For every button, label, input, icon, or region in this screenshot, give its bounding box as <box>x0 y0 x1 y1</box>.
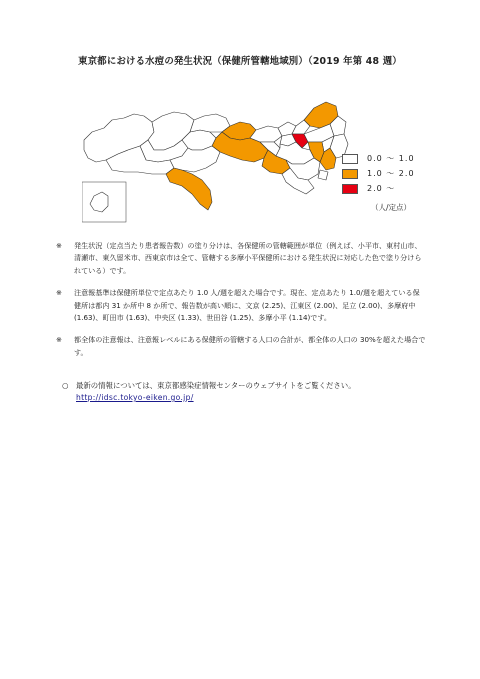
note-text: 都全体の注意報は、注意報レベルにある保健所の管轄する人口の合計が、都全体の人口の 30%を超えた場合です。 <box>74 335 426 357</box>
legend-item-high <box>342 182 442 195</box>
legend-swatch-high <box>342 184 358 194</box>
note-item <box>56 240 426 277</box>
map-legend <box>342 152 442 197</box>
note-mark: ※ <box>56 241 62 250</box>
info-text: 最新の情報については、東京都感染症情報センターのウェブサイトをご覧ください。 <box>76 381 356 390</box>
note-mark: ※ <box>56 335 62 345</box>
legend-item-mid <box>342 167 442 180</box>
tokyo-choropleth-map <box>82 88 352 224</box>
info-link[interactable]: http://idsc.tokyo-eiken.go.jp/ <box>76 393 194 402</box>
note-text: 発生状況（定点当たり患者報告数）の塗り分けは、各保健所の管轄範囲が単位（例えば、小平市、東村山市、清瀬市、東久留米市、西東京市は全て、管轄する多摩小平保健所における発生状況に対応した色で塗り分けられている）です。 <box>74 241 422 275</box>
legend-label-high: 2.0 ～ <box>367 184 396 193</box>
legend-item-low <box>342 152 442 165</box>
region-bay-island <box>318 170 328 180</box>
legend-label-low: 0.0 ～ 1.0 <box>367 154 415 163</box>
note-item <box>56 287 426 324</box>
note-text: 注意報基準は保健所単位で定点あたり 1.0 人/週を超えた場合です。現在、定点あたり 1.0/週を超えている保健所は都内 31 か所中 8 か所で、報告数が高い順に、文京 (2.25)、江東区 (2.00)、足立 (2.00)、多摩府中 (1.63)、町田市 (1.63)、中央区 (1.33)、世田谷 (1.25)、多摩小平 (1.14)です。 <box>74 288 420 323</box>
note-item <box>56 334 426 359</box>
note-mark: ※ <box>56 288 62 298</box>
legend-swatch-mid <box>342 169 358 179</box>
info-section <box>62 380 432 404</box>
legend-swatch-low <box>342 154 358 164</box>
info-bullet-icon: ○ <box>62 381 69 390</box>
legend-unit: （人/定点） <box>371 203 412 212</box>
notes-section <box>56 240 426 369</box>
info-line <box>62 380 432 392</box>
region-tama-north <box>190 114 230 132</box>
page-title: 東京都における水痘の発生状況（保健所管轄地域別）（2019 年第 48 週） <box>78 56 402 67</box>
island-oshima <box>90 192 108 212</box>
region-machida <box>166 168 212 210</box>
legend-label-mid: 1.0 ～ 2.0 <box>367 169 415 178</box>
